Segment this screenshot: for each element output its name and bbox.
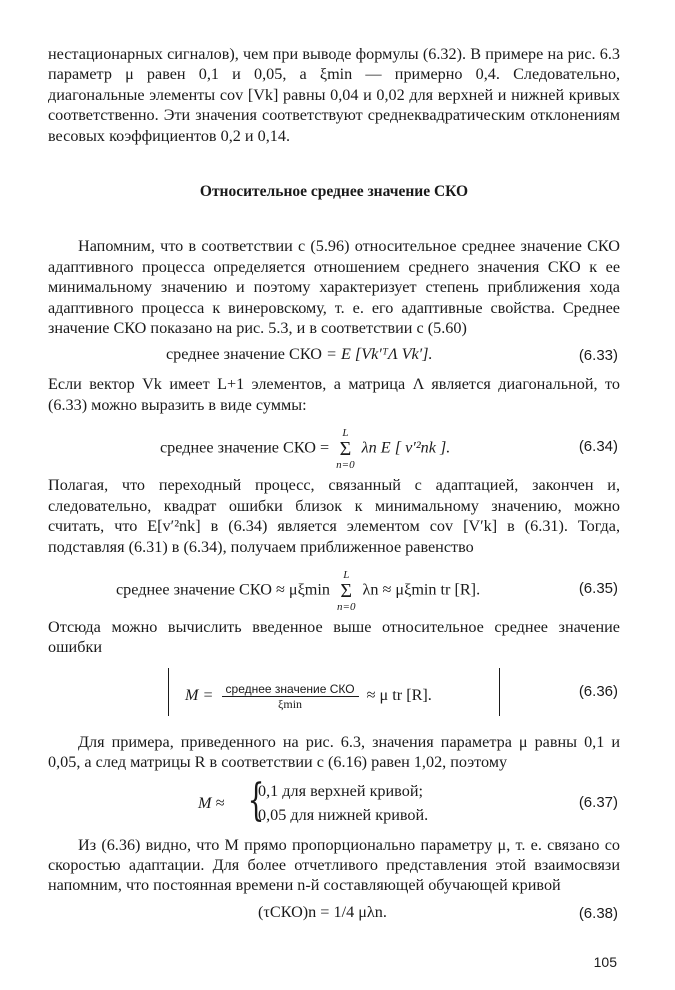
equation-6-36 (48, 668, 620, 720)
section-heading: Относительное среднее значение СКО (199, 183, 469, 201)
boxed-formula (168, 668, 500, 716)
eq-6-38-number: (6.38) (578, 904, 618, 922)
eq-6-35-lhs: среднее значение СКО ≈ μξmin (116, 580, 330, 599)
eq-6-33-rhs: = E [Vk′ᵀΛ Vk′]. (325, 345, 433, 364)
eq-6-33-lhs: среднее значение СКО (166, 345, 322, 364)
eq-6-34-eq: = (319, 439, 330, 457)
eq-6-36-rhs: ≈ μ tr [R]. (366, 685, 432, 704)
eq-6-35-rhs: λn ≈ μξmin tr [R]. (362, 580, 481, 599)
page-number: 105 (593, 954, 617, 970)
sum-operator-icon: L Σ n=0 (337, 568, 356, 613)
equation-6-38 (48, 902, 620, 928)
eq-6-35-number: (6.35) (578, 579, 618, 597)
eq-6-37-case-lower: 0,05 для нижней кривой. (258, 805, 429, 824)
paragraph-1: нестационарных сигналов), чем при выводе формулы (6.32). В примере на рис. 6.3 параметр μ равен 0,1 и 0,05, а ξmin — примерно 0,4. Следовательно, диагональные элементы cov [Vk] равны 0,04 и 0,02 для верхней и нижней кривых соответственно. Эти значения соответствуют среднеквадратическим отклонениям весовых коэффициентов 0,2 и 0,14. (48, 45, 620, 145)
eq-6-34-rhs: λn E [ v′²nk ]. (361, 439, 451, 457)
paragraph-4: Полагая, что переходный процесс, связанный с адаптацией, закончен и, следовательно, квадрат ошибки близок к минимальному значению, можно считать, что E[v′²nk] в (6.34) является элементом cov [V′k] в (6.31). Тогда, подставляя (6.31) в (6.34), получаем приближенное равенство (48, 476, 620, 556)
eq-6-33-number: (6.33) (578, 347, 618, 365)
paragraph-7: Из (6.36) видно, что M прямо пропорционально параметру μ, т. е. связано со скоростью адаптации. Для более отчетливого представления этой взаимосвязи напомним, что постоянная времени n-й составляющей обучающей кривой (48, 835, 620, 895)
eq-6-38-body: (τСКО)n = 1/4 μλn. (258, 902, 387, 921)
eq-6-36-number: (6.36) (578, 682, 618, 700)
eq-6-37-number: (6.37) (578, 793, 618, 811)
eq-6-36-lhs: M = (185, 685, 214, 704)
eq-6-36-fraction: $\frac{\text{среднее значение СКО}}{\xi\min}$ (222, 682, 359, 711)
paragraph-3: Если вектор Vk имеет L+1 элементов, а матрица Λ является диагональной, то (6.33) можно выразить в виде суммы: (48, 375, 620, 414)
page-body (48, 44, 620, 932)
paragraph-5: Отсюда можно вычислить введенное выше относительное среднее значение ошибки (48, 617, 620, 657)
eq-6-34-lhs: среднее значение СКО (160, 439, 316, 457)
eq-6-37-case-upper: 0,1 для верхней кривой; (258, 781, 423, 800)
paragraph-6: Для примера, приведенного на рис. 6.3, значения параметра μ равны 0,1 и 0,05, а след матрицы R в соответствии с (6.16) равен 1,02, поэтому (48, 732, 620, 772)
equation-6-37 (48, 774, 620, 829)
equation-6-35 (48, 563, 620, 613)
equation-6-34 (48, 421, 620, 471)
paragraph-2: Напомним, что в соответствии с (5.96) относительное среднее значение СКО адаптивного процесса определяется отношением среднего значения СКО к ее минимальному значению и поэтому характеризует степень приближения хода адаптивного процесса к винеровскому, т. е. его адаптивные свойства. Среднее значение СКО показано на рис. 5.3, и в соответствии с (5.60) (48, 237, 620, 338)
equation-6-33 (48, 344, 620, 370)
left-brace-icon: { (247, 774, 265, 826)
eq-6-37-lhs: M ≈ (198, 793, 225, 812)
sum-operator-icon: L Σ n=0 (336, 427, 355, 472)
eq-6-34-number: (6.34) (578, 438, 618, 456)
